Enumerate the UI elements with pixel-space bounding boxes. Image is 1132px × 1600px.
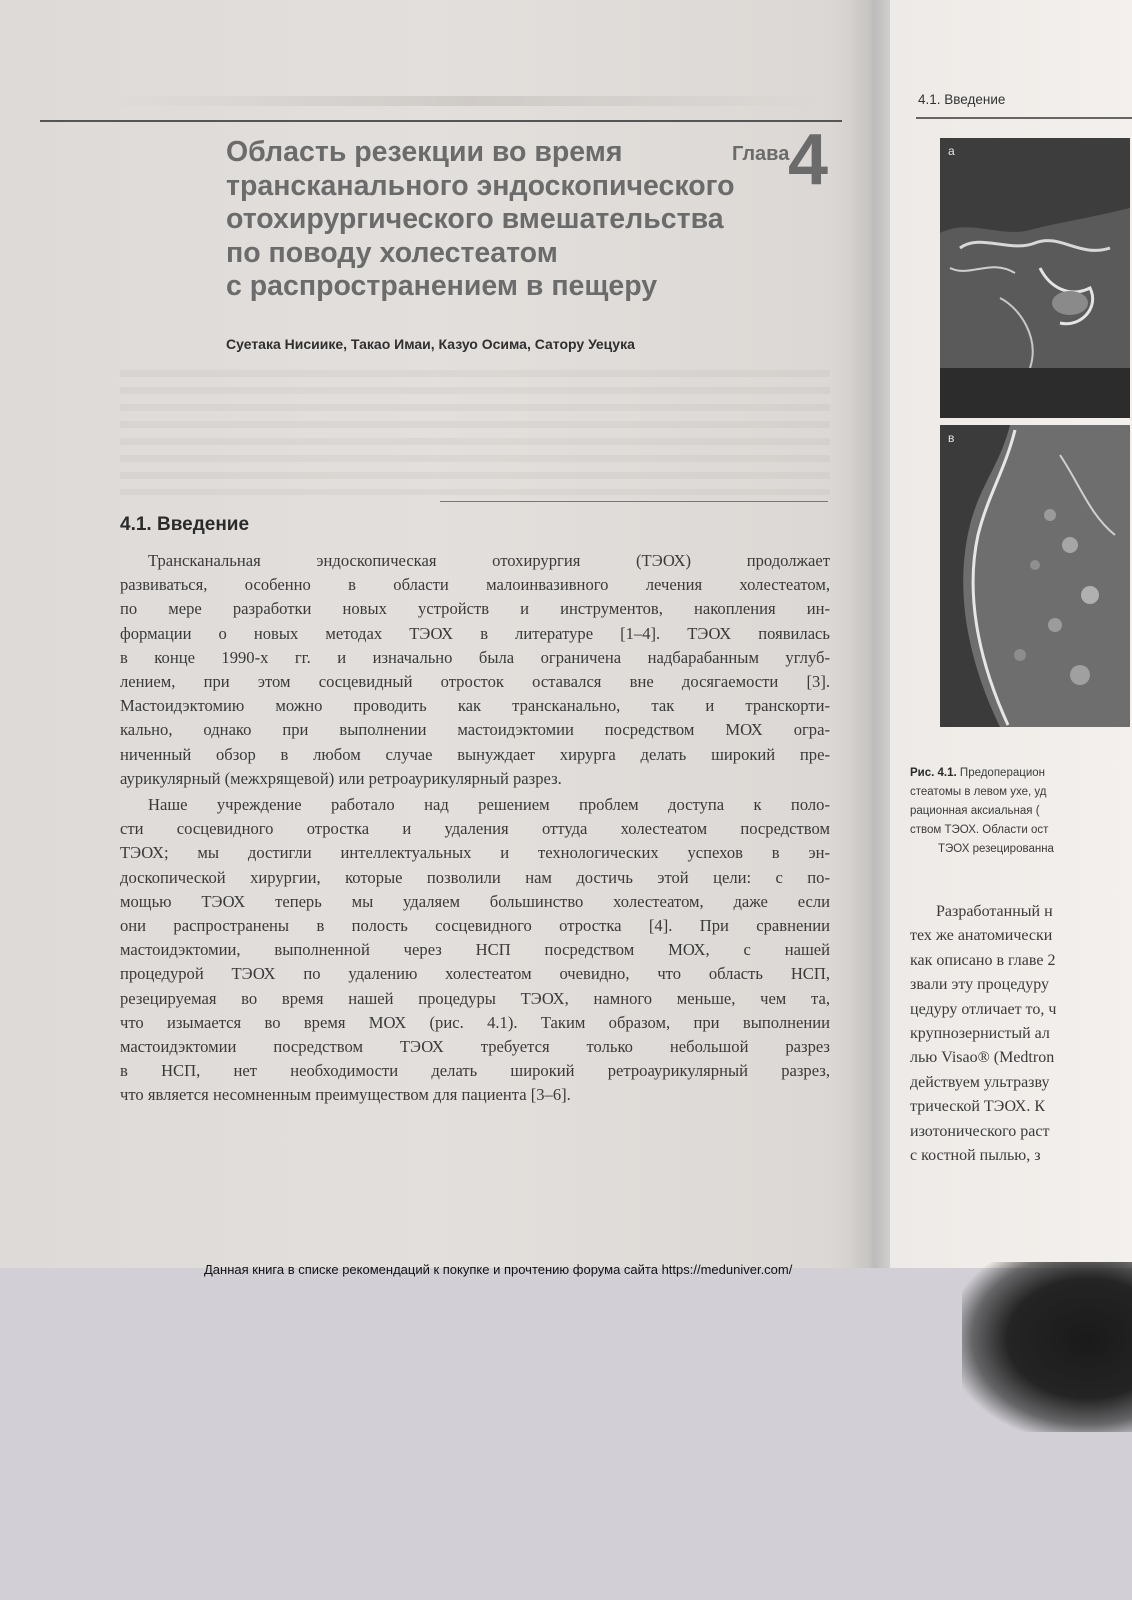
- text-line: сти сосцевидного отростка и удаления оттуда холестеатом посредством: [120, 819, 830, 839]
- text-line: изотонического раст: [910, 1122, 1050, 1140]
- book-spine-gutter: [850, 0, 894, 1268]
- text-line: лением, при этом сосцевидный отросток оставался вне досягаемости [3].: [120, 672, 830, 692]
- section-divider-rule: [440, 501, 828, 502]
- chapter-title: [226, 136, 735, 304]
- text-line: Разработанный н: [936, 903, 1053, 920]
- faded-running-header: [110, 96, 830, 106]
- text-line: что изымается во время МОХ (рис. 4.1). Таким образом, при выполнении: [120, 1012, 830, 1032]
- text-line: кально, однако при выполнении мастоидэктомии посредством МОХ огра-: [120, 720, 830, 740]
- text-line: мощью ТЭОХ теперь мы удаляем большинство холестеатом, даже если: [120, 891, 830, 911]
- figure-caption: [910, 764, 1132, 859]
- text-line: резецируемая во время нашей процедуры ТЭОХ, намного меньше, чем та,: [120, 988, 830, 1008]
- text-line: мастоидэктомии посредством ТЭОХ требуется только небольшой разрез: [120, 1037, 830, 1057]
- watermark-notice: Данная книга в списке рекомендаций к покупке и прочтению форума сайта https://meduniver.com/: [204, 1262, 793, 1277]
- caption-line: [910, 764, 1132, 783]
- text-line: Наше учреждение работало над решением проблем доступа к поло-: [148, 795, 830, 814]
- show-through-text: [120, 370, 830, 495]
- section-heading: 4.1. Введение: [120, 514, 250, 535]
- text-line: в конце 1990-х гг. и изначально была ограничена надбарабанным углуб-: [120, 647, 830, 667]
- chapter-number: 4: [788, 120, 829, 200]
- chapter-title-line: по поводу холестеатом: [226, 236, 558, 269]
- scanner-shadow: [962, 1262, 1132, 1432]
- text-line: лью Visao® (Medtron: [910, 1049, 1055, 1067]
- body-paragraph-1: [120, 549, 830, 791]
- text-line: действуем ультразву: [910, 1073, 1050, 1091]
- chapter-top-rule: [40, 120, 842, 122]
- text-line: крупнозернистый ал: [910, 1025, 1050, 1043]
- chapter-title-line: трансканального эндоскопического: [226, 169, 735, 202]
- right-page: [890, 0, 1132, 1268]
- text-line: трической ТЭОХ. К: [910, 1098, 1045, 1116]
- right-body-paragraph: [910, 900, 1132, 1168]
- caption-text: Предоперацион: [959, 767, 1046, 779]
- text-line: как описано в главе 2: [910, 951, 1056, 969]
- ct-scan-image-a: [940, 138, 1130, 418]
- text-line: Трансканальная эндоскопическая отохирургия (ТЭОХ) продолжает: [148, 551, 830, 570]
- chapter-title-line: отохирургического вмешательства: [226, 203, 724, 235]
- ct-scan-a-graphic: [940, 138, 1130, 418]
- text-line: ниченный обзор в любом случае вынуждает хирурга делать широкий пре-: [120, 744, 830, 764]
- text-line: в НСП, нет необходимости делать широкий ретроаурикулярный разрез,: [120, 1061, 830, 1081]
- caption-line: стеатомы в левом ухе, уд: [910, 786, 1047, 798]
- caption-line: рационная аксиальная (: [910, 805, 1040, 817]
- image-label-b: в: [948, 431, 955, 445]
- text-line: доскопической хирургии, которые позволили нам достичь этой цели: с по-: [120, 867, 830, 887]
- text-line: тех же анатомически: [910, 927, 1053, 945]
- text-line: процедурой ТЭОХ по удалению холестеатом очевидно, что область НСП,: [120, 964, 830, 984]
- chapter-label: Глава: [732, 143, 790, 165]
- text-line: ТЭОХ; мы достигли интеллектуальных и технологических успехов в эн-: [120, 843, 830, 863]
- text-line: аурикулярный (межхрящевой) или ретроаурикулярный разрез.: [120, 768, 562, 788]
- text-line: что является несомненным преимуществом для пациента [3–6].: [120, 1085, 571, 1105]
- caption-line: ством ТЭОХ. Области ост: [910, 824, 1049, 836]
- text-line: Мастоидэктомию можно проводить как трансканально, так и транскорти-: [120, 696, 830, 716]
- text-line: формации о новых методах ТЭОХ в литературе [1–4]. ТЭОХ появилась: [120, 623, 830, 643]
- text-line: звали эту процедуру: [910, 976, 1050, 994]
- body-paragraph-2: [120, 793, 830, 1108]
- text-line: мастоидэктомии, выполненной через НСП посредством МОХ, с нашей: [120, 940, 830, 960]
- text-line: цедуру отличает то, ч: [910, 1000, 1057, 1018]
- running-head-rule: [916, 117, 1132, 119]
- text-line: развиваться, особенно в области малоинвазивного лечения холестеатом,: [120, 575, 830, 595]
- caption-figure-number: Рис. 4.1.: [910, 767, 957, 779]
- text-line: с костной пылью, з: [910, 1147, 1041, 1165]
- text-line: они распространены в полость сосцевидного отростка [4]. При сравнении: [120, 916, 830, 936]
- chapter-authors: Суетака Нисиике, Такао Имаи, Казуо Осима, Сатору Уецука: [226, 336, 635, 352]
- caption-line: ТЭОХ резецированна: [938, 843, 1054, 855]
- image-label-a: a: [948, 144, 955, 158]
- chapter-title-line: с распространением в пещеру: [226, 270, 658, 302]
- running-head: 4.1. Введение: [918, 92, 1006, 107]
- ct-scan-image-b: [940, 425, 1130, 727]
- ct-scan-b-graphic: [940, 425, 1130, 727]
- chapter-title-line: Область резекции во время: [226, 136, 623, 168]
- text-line: по мере разработки новых устройств и инструментов, накопления ин-: [120, 599, 830, 619]
